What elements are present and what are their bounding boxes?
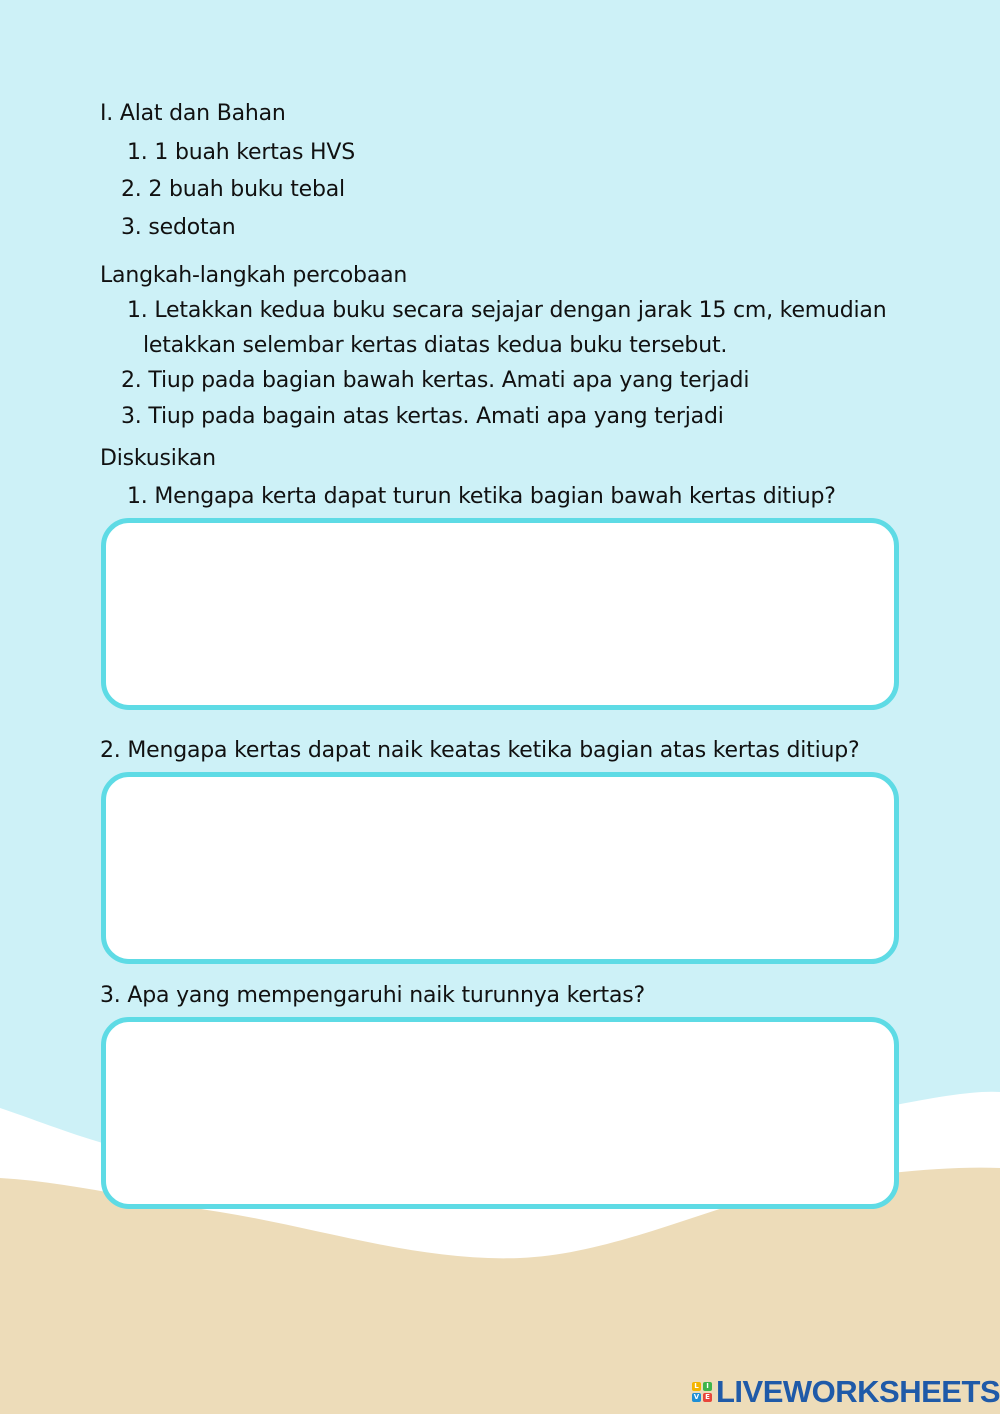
discussion-question-2: 2. Mengapa kertas dapat naik keatas ketika bagian atas kertas ditiup? bbox=[100, 738, 860, 763]
badge-letter: V bbox=[693, 1393, 700, 1401]
section-alat-bahan-title: I. Alat dan Bahan bbox=[100, 101, 286, 126]
answer-input-1[interactable] bbox=[106, 523, 894, 705]
step-item: 2. Tiup pada bagian bawah kertas. Amati apa yang terjadi bbox=[121, 368, 750, 393]
section-discussion-title: Diskusikan bbox=[100, 446, 216, 471]
badge-letter: E bbox=[703, 1393, 712, 1402]
answer-box-2 bbox=[101, 772, 899, 964]
answer-box-1 bbox=[101, 518, 899, 710]
liveworksheets-logo[interactable] bbox=[692, 1374, 1000, 1410]
answer-box-3 bbox=[101, 1017, 899, 1209]
badge-letter: L bbox=[692, 1382, 701, 1391]
step-item: 1. Letakkan kedua buku secara sejajar dengan jarak 15 cm, kemudian bbox=[127, 298, 887, 323]
live-badge-icon bbox=[692, 1382, 712, 1402]
discussion-question-1: 1. Mengapa kerta dapat turun ketika bagian bawah kertas ditiup? bbox=[127, 484, 836, 509]
answer-input-3[interactable] bbox=[106, 1022, 894, 1204]
material-item: 1. 1 buah kertas HVS bbox=[127, 140, 355, 165]
discussion-question-3: 3. Apa yang mempengaruhi naik turunnya kertas? bbox=[100, 983, 645, 1008]
section-steps-title: Langkah-langkah percobaan bbox=[100, 263, 408, 288]
answer-input-2[interactable] bbox=[106, 777, 894, 959]
logo-text: LIVEWORKSHEETS bbox=[716, 1374, 1000, 1409]
badge-letter: I bbox=[703, 1382, 712, 1391]
step-item: 3. Tiup pada bagain atas kertas. Amati apa yang terjadi bbox=[121, 404, 724, 429]
step-item-continuation: letakkan selembar kertas diatas kedua buku tersebut. bbox=[143, 333, 728, 358]
material-item: 3. sedotan bbox=[121, 215, 236, 240]
material-item: 2. 2 buah buku tebal bbox=[121, 177, 345, 202]
